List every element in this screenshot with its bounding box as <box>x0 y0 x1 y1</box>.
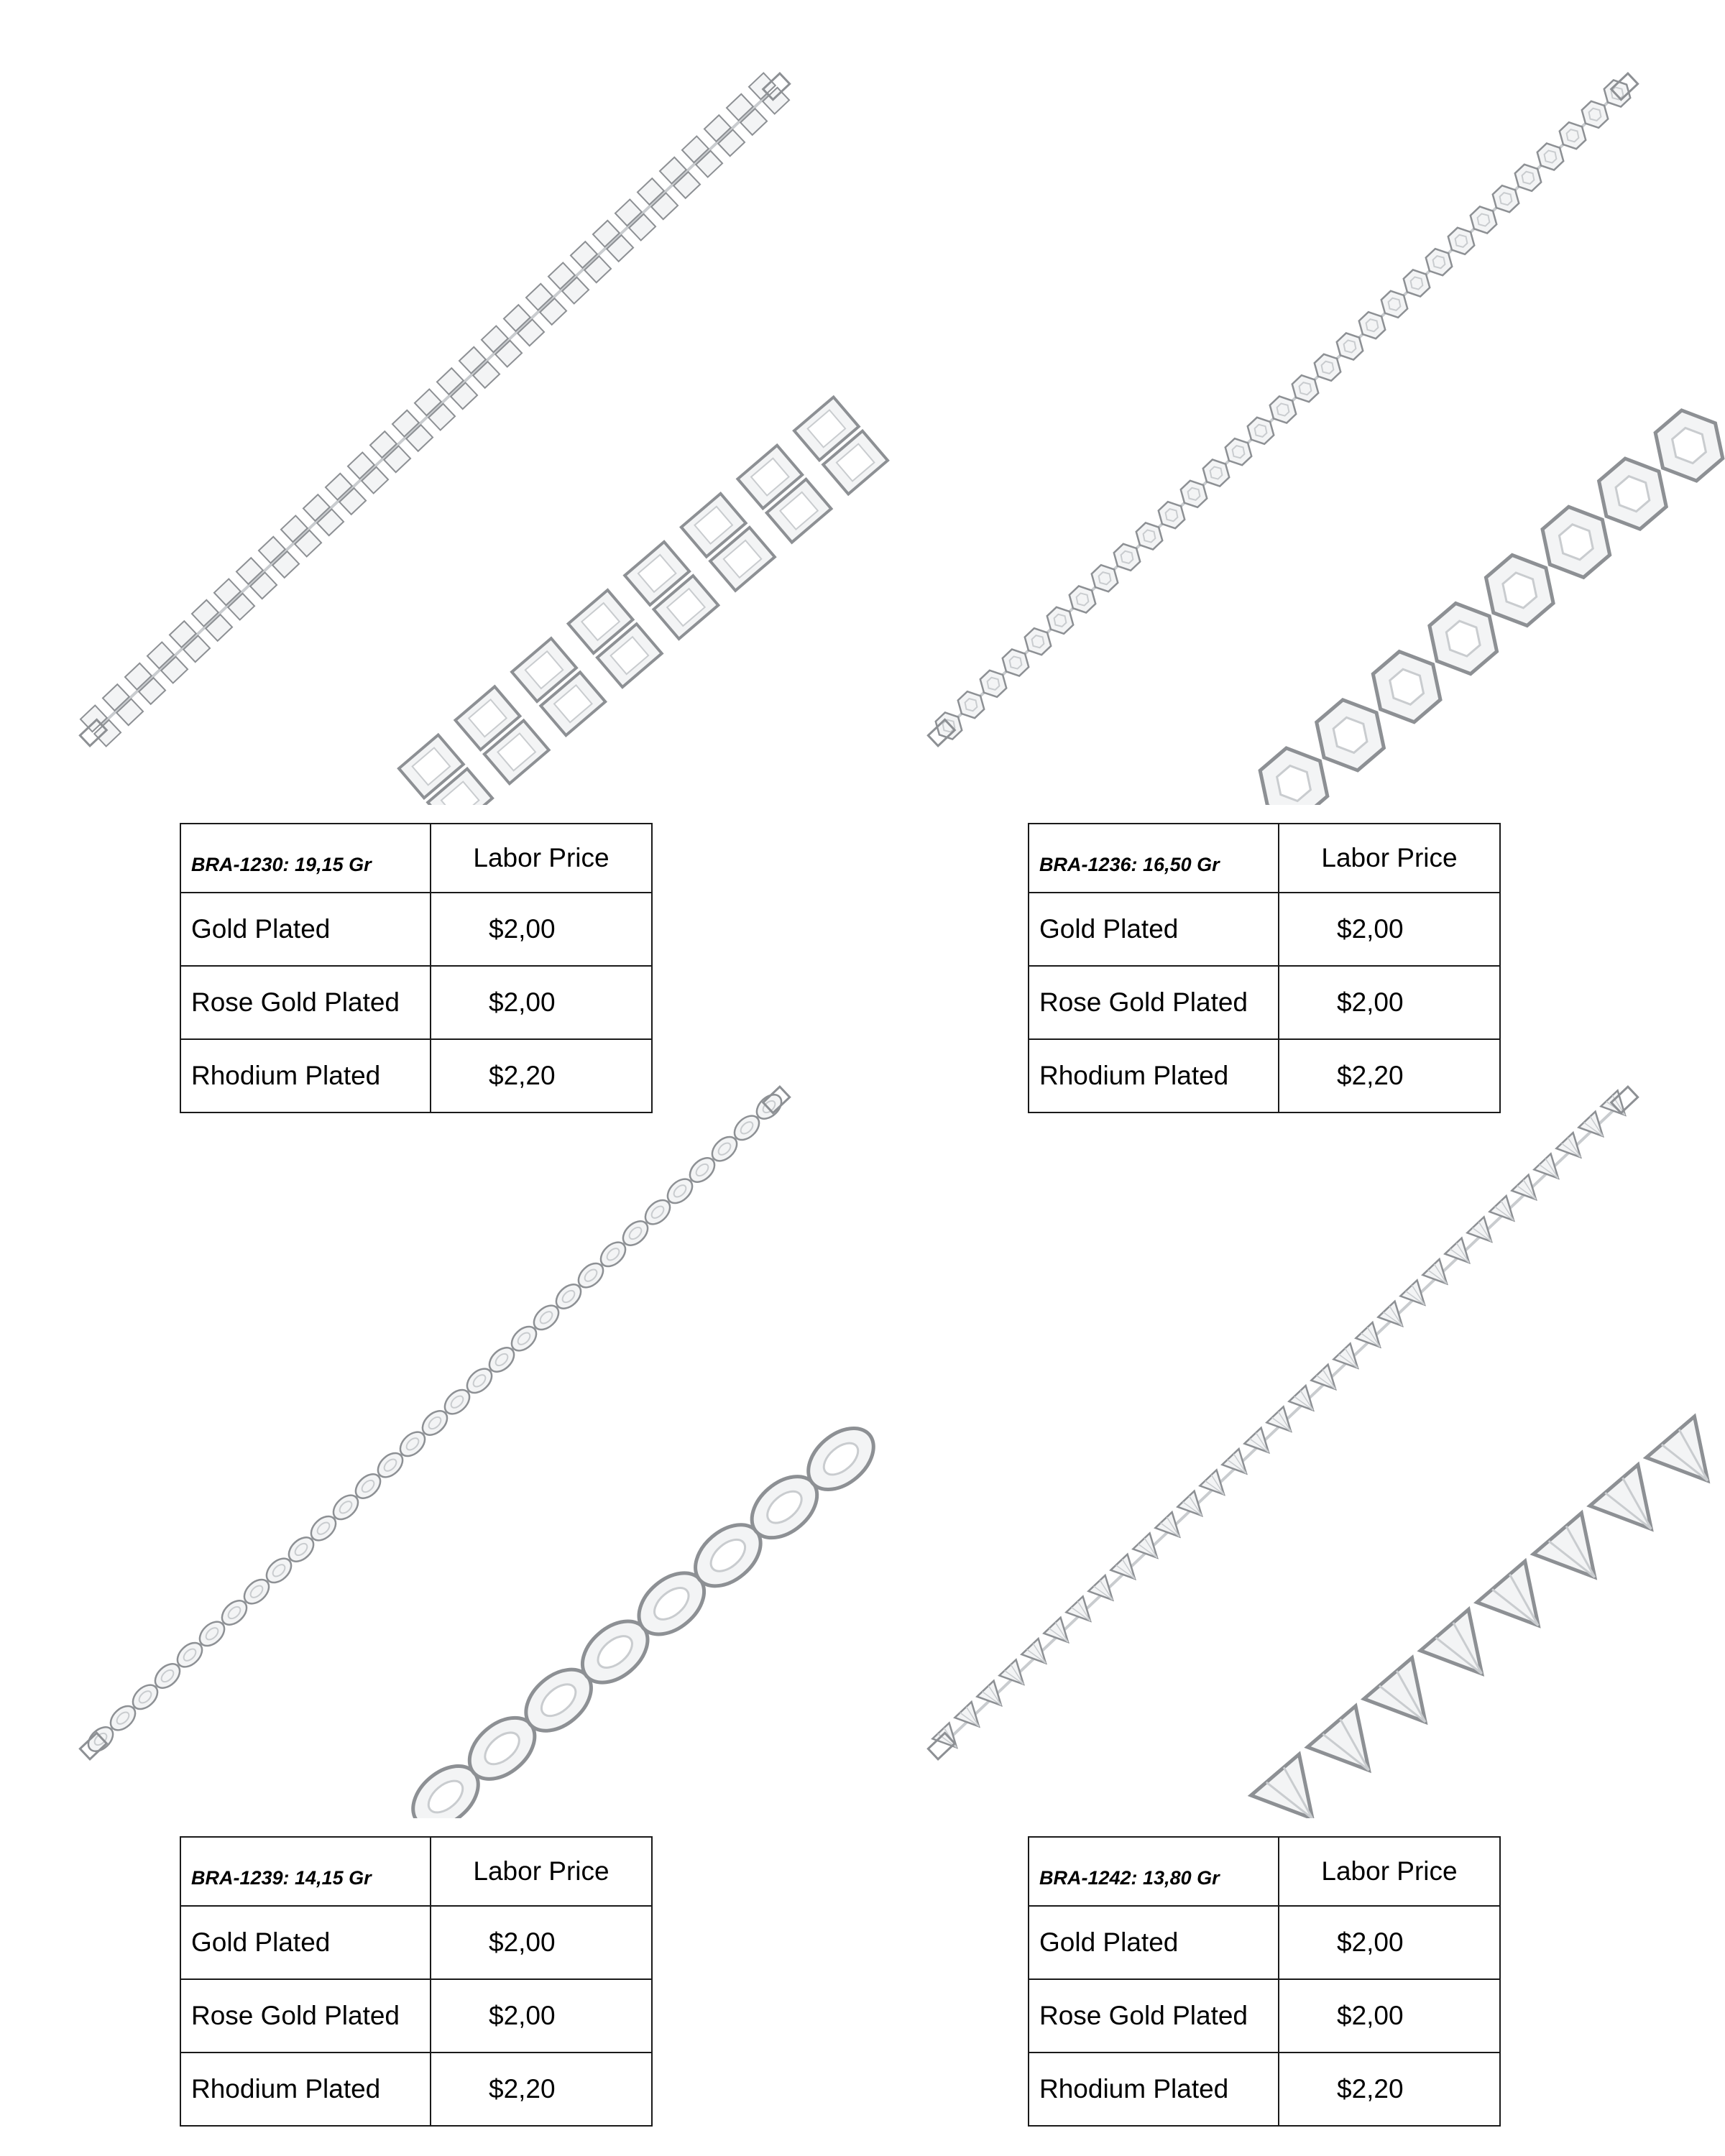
bracelet-closeup-view <box>1251 1416 1725 1818</box>
bracelet-closeup-view <box>1247 399 1725 805</box>
price-rhodium: $2,20 <box>1279 2053 1500 2126</box>
sku-weight: BRA-1239: 14,15 Gr <box>180 1837 431 1906</box>
bracelet-full-view <box>928 73 1637 746</box>
price-rose-gold: $2,00 <box>431 1979 652 2053</box>
bracelet-photo <box>906 1056 1725 1818</box>
labor-price-header: Labor Price <box>1279 824 1500 893</box>
plating-rose-gold: Rose Gold Plated <box>180 966 431 1039</box>
bracelet-image <box>906 43 1725 805</box>
price-rose-gold: $2,00 <box>431 966 652 1039</box>
plating-rhodium: Rhodium Plated <box>180 2053 431 2126</box>
price-rose-gold: $2,00 <box>1279 966 1500 1039</box>
plating-rhodium: Rhodium Plated <box>1029 2053 1279 2126</box>
bracelet-full-view <box>80 73 789 746</box>
sku-weight: BRA-1230: 19,15 Gr <box>180 824 431 893</box>
labor-price-header: Labor Price <box>1279 1837 1500 1906</box>
product-card <box>58 43 891 1090</box>
sku-weight: BRA-1242: 13,80 Gr <box>1029 1837 1279 1906</box>
plating-rose-gold: Rose Gold Plated <box>1029 966 1279 1039</box>
bracelet-full-view <box>80 1087 789 1759</box>
sku-weight: BRA-1236: 16,50 Gr <box>1029 824 1279 893</box>
plating-gold: Gold Plated <box>1029 893 1279 966</box>
price-rhodium: $2,20 <box>431 2053 652 2126</box>
bracelet-closeup-view <box>399 397 888 805</box>
bracelet-photo <box>906 43 1725 805</box>
plating-rose-gold: Rose Gold Plated <box>1029 1979 1279 2053</box>
bracelet-closeup-view <box>401 1416 885 1818</box>
plating-rose-gold: Rose Gold Plated <box>180 1979 431 2053</box>
price-table <box>180 1836 653 2127</box>
plating-gold: Gold Plated <box>180 893 431 966</box>
price-rhodium: $2,20 <box>1279 1039 1500 1112</box>
product-card <box>906 1056 1725 2104</box>
price-table <box>1028 1836 1501 2127</box>
price-rose-gold: $2,00 <box>1279 1979 1500 2053</box>
price-gold: $2,00 <box>1279 1906 1500 1979</box>
bracelet-image <box>58 1056 891 1818</box>
bracelet-full-view <box>928 1087 1637 1759</box>
bracelet-photo <box>58 1056 891 1818</box>
product-card <box>58 1056 891 2104</box>
price-gold: $2,00 <box>1279 893 1500 966</box>
plating-gold: Gold Plated <box>1029 1906 1279 1979</box>
plating-gold: Gold Plated <box>180 1906 431 1979</box>
labor-price-header: Labor Price <box>431 1837 652 1906</box>
bracelet-image <box>58 43 891 805</box>
bracelet-image <box>906 1056 1725 1818</box>
plating-rhodium: Rhodium Plated <box>180 1039 431 1112</box>
product-card <box>906 43 1725 1090</box>
price-gold: $2,00 <box>431 893 652 966</box>
plating-rhodium: Rhodium Plated <box>1029 1039 1279 1112</box>
labor-price-header: Labor Price <box>431 824 652 893</box>
price-gold: $2,00 <box>431 1906 652 1979</box>
price-rhodium: $2,20 <box>431 1039 652 1112</box>
bracelet-photo <box>58 43 891 805</box>
